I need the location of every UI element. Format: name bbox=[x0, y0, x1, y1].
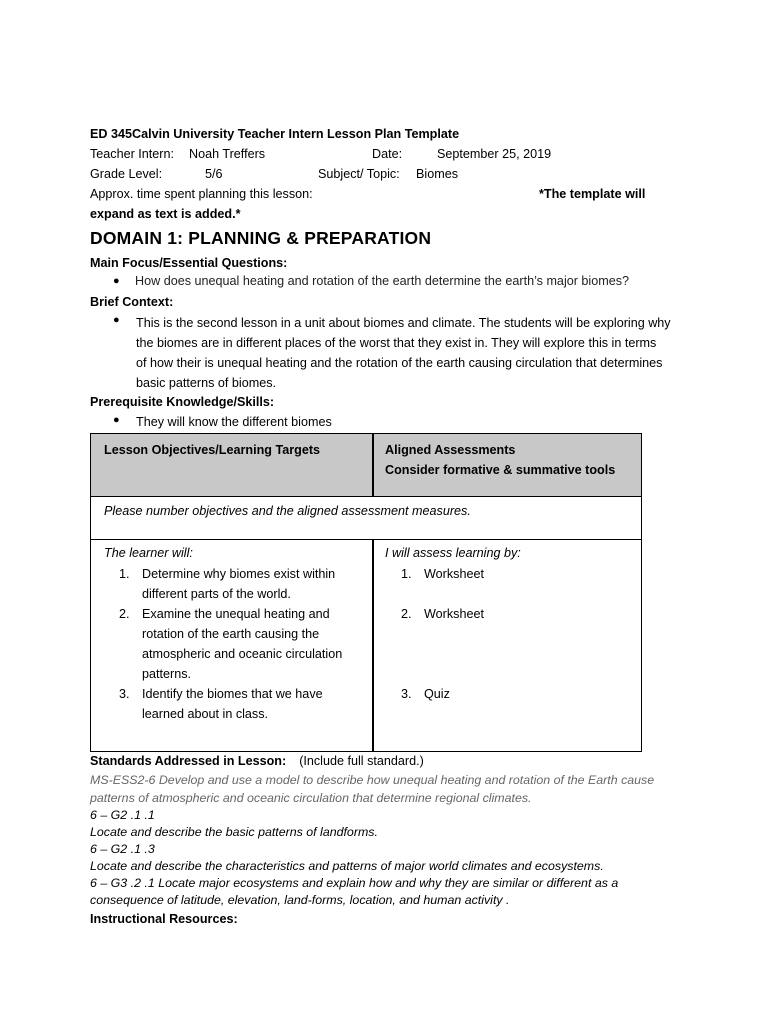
header-divider bbox=[372, 434, 374, 496]
main-focus-item: How does unequal heating and rotation of the earth determine the earth’s major biomes? bbox=[135, 274, 630, 288]
standard-text: MS-ESS2-6 Develop and use a model to describe how unequal heating and rotation of the Earth cause bbox=[90, 773, 655, 787]
brief-context-label: Brief Context: bbox=[90, 295, 174, 309]
brief-context-line: the biomes are in different places of the worst that they exist in. They will explore this in terms bbox=[136, 336, 657, 350]
assessments-column-subheader: Consider formative & summative tools bbox=[385, 463, 616, 477]
objective-line: rotation of the earth causing the bbox=[142, 627, 320, 641]
objective-number: 3. bbox=[119, 687, 130, 701]
body-divider bbox=[372, 540, 374, 752]
table-note-row bbox=[91, 496, 641, 540]
assess-intro: I will assess learning by: bbox=[385, 546, 521, 560]
standard-text: patterns of atmospheric and oceanic circulation that determine regional climates. bbox=[90, 791, 532, 805]
time-spent-label: Approx. time spent planning this lesson: bbox=[90, 187, 313, 201]
teacher-intern-value: Noah Treffers bbox=[189, 147, 266, 161]
objective-line: Determine why biomes exist within bbox=[142, 567, 336, 581]
prerequisite-label: Prerequisite Knowledge/Skills: bbox=[90, 395, 275, 409]
learner-will-intro: The learner will: bbox=[104, 546, 193, 560]
domain-heading: DOMAIN 1: PLANNING & PREPARATION bbox=[90, 228, 432, 248]
grade-level-value: 5/6 bbox=[205, 167, 223, 181]
objective-line: Identify the biomes that we have bbox=[142, 687, 323, 701]
objective-line: atmospheric and oceanic circulation bbox=[142, 647, 343, 661]
standard-text: 6 – G3 .2 .1 Locate major ecosystems and explain how and why they are similar or different as a bbox=[90, 876, 619, 890]
template-note-line-2: expand as text is added.* bbox=[90, 207, 241, 221]
standard-code: 6 – G2 .1 .1 bbox=[90, 808, 155, 822]
bullet-icon: ● bbox=[113, 275, 120, 287]
teacher-intern-label: Teacher Intern: bbox=[90, 147, 175, 161]
assessment-number: 2. bbox=[401, 607, 412, 621]
standard-text: Locate and describe the basic patterns of landforms. bbox=[90, 825, 378, 839]
table-header bbox=[91, 434, 641, 497]
main-focus-label: Main Focus/Essential Questions: bbox=[90, 256, 288, 270]
bullet-icon: ● bbox=[113, 314, 120, 326]
standard-text: Locate and describe the characteristics and patterns of major world climates and ecosystems. bbox=[90, 859, 604, 873]
bullet-icon: ● bbox=[113, 414, 120, 426]
grade-level-label: Grade Level: bbox=[90, 167, 163, 181]
date-label: Date: bbox=[372, 147, 403, 161]
standards-label: Standards Addressed in Lesson: bbox=[90, 754, 287, 768]
objective-number: 1. bbox=[119, 567, 130, 581]
objective-line: learned about in class. bbox=[142, 707, 269, 721]
objective-line: Examine the unequal heating and bbox=[142, 607, 330, 621]
date-value: September 25, 2019 bbox=[437, 147, 552, 161]
assessment-number: 1. bbox=[401, 567, 412, 581]
instructional-resources-label: Instructional Resources: bbox=[90, 912, 238, 926]
objectives-column-header: Lesson Objectives/Learning Targets bbox=[104, 443, 321, 457]
assessment-label: Quiz bbox=[424, 687, 450, 701]
prerequisite-item: They will know the different biomes bbox=[136, 415, 332, 429]
standards-heading bbox=[90, 751, 424, 771]
document-title: ED 345Calvin University Teacher Intern Lesson Plan Template bbox=[90, 127, 460, 141]
objective-line: patterns. bbox=[142, 667, 192, 681]
subject-label: Subject/ Topic: bbox=[318, 167, 400, 181]
assessment-label: Worksheet bbox=[424, 567, 484, 581]
assessment-label: Worksheet bbox=[424, 607, 484, 621]
assessments-column-header: Aligned Assessments bbox=[385, 443, 516, 457]
objective-line: different parts of the world. bbox=[142, 587, 291, 601]
brief-context-line: This is the second lesson in a unit about biomes and climate. The students will be exploring why bbox=[136, 316, 671, 330]
subject-value: Biomes bbox=[416, 167, 458, 181]
brief-context-line: of how their is unequal heating and the rotation of the earth causing circulation that determines bbox=[136, 356, 663, 370]
assessment-number: 3. bbox=[401, 687, 412, 701]
standard-code: 6 – G2 .1 .3 bbox=[90, 842, 155, 856]
objectives-table bbox=[90, 433, 642, 752]
brief-context-line: basic patterns of biomes. bbox=[136, 376, 277, 390]
standard-text: consequence of latitude, elevation, land-forms, location, and human activity . bbox=[90, 893, 510, 907]
template-note-line-1: *The template will bbox=[539, 187, 646, 201]
objective-number: 2. bbox=[119, 607, 130, 621]
table-note: Please number objectives and the aligned assessment measures. bbox=[104, 504, 471, 518]
standards-label-note: (Include full standard.) bbox=[299, 754, 424, 768]
